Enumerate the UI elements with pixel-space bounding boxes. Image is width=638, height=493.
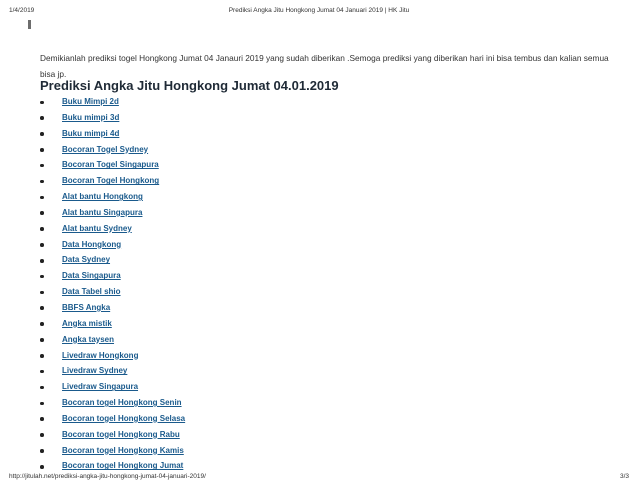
link-list-item xyxy=(40,350,185,366)
link-list-item xyxy=(40,223,185,239)
bullet-icon xyxy=(40,275,44,279)
print-footer xyxy=(9,473,629,485)
related-link[interactable]: Bocoran togel Hongkong Jumat xyxy=(62,461,184,471)
bullet-icon xyxy=(40,196,44,200)
bullet-icon xyxy=(40,433,44,437)
link-list-item xyxy=(40,270,185,286)
print-date: 1/4/2019 xyxy=(9,7,35,14)
link-list-item xyxy=(40,144,185,160)
link-list-item xyxy=(40,175,185,191)
intro-paragraph: Demikianlah prediksi togel Hongkong Jumat 04 Janauri 2019 yang sudah diberikan .Semoga prediksi yang diberikan hari ini bisa tembus dan kalian semua bisa jp. xyxy=(40,53,609,80)
bullet-icon xyxy=(40,354,44,358)
print-header xyxy=(9,7,629,19)
print-page-title: Prediksi Angka Jitu Hongkong Jumat 04 Januari 2019 | HK Jitu xyxy=(228,7,410,14)
link-list-item xyxy=(40,318,185,334)
related-link[interactable]: Bocoran Togel Hongkong xyxy=(62,176,160,186)
bullet-icon xyxy=(40,132,44,136)
bullet-icon xyxy=(40,259,44,263)
bullet-icon xyxy=(40,306,44,310)
related-link[interactable]: Livedraw Singapura xyxy=(62,382,139,392)
link-list-item xyxy=(40,112,185,128)
bullet-icon xyxy=(40,322,44,326)
link-list-item xyxy=(40,397,185,413)
bullet-icon xyxy=(40,449,44,453)
link-list-item xyxy=(40,445,185,461)
related-link[interactable]: BBFS Angka xyxy=(62,302,111,312)
bullet-icon xyxy=(40,370,44,374)
bullet-icon xyxy=(40,465,44,469)
bullet-icon xyxy=(40,291,44,295)
article-heading: Prediksi Angka Jitu Hongkong Jumat 04.01.2019 xyxy=(40,78,339,93)
related-link[interactable]: Data Singapura xyxy=(62,271,121,281)
related-link[interactable]: Bocoran togel Hongkong Senin xyxy=(62,398,182,408)
related-link[interactable]: Buku Mimpi 2d xyxy=(62,97,119,106)
link-list-item xyxy=(40,128,185,144)
bullet-icon xyxy=(40,402,44,406)
bullet-icon xyxy=(40,338,44,342)
link-list-item xyxy=(40,381,185,397)
bullet-icon xyxy=(40,101,44,105)
link-list-item xyxy=(40,302,185,318)
bullet-icon xyxy=(40,243,44,247)
print-url: http://jitulah.net/prediksi-angka-jitu-hongkong-jumat-04-januari-2019/ xyxy=(9,473,206,480)
related-link[interactable]: Buku mimpi 4d xyxy=(62,128,120,138)
related-link[interactable]: Angka mistik xyxy=(62,318,112,328)
bullet-icon xyxy=(40,386,44,390)
related-link[interactable]: Alat bantu Singapura xyxy=(62,207,143,217)
related-link[interactable]: Alat bantu Sydney xyxy=(62,223,132,233)
link-list-item xyxy=(40,286,185,302)
link-list-item xyxy=(40,96,185,112)
related-link[interactable]: Bocoran togel Hongkong Rabu xyxy=(62,429,180,439)
link-list-item xyxy=(40,191,185,207)
related-link[interactable]: Data Tabel shio xyxy=(62,287,121,297)
related-link[interactable]: Livedraw Sydney xyxy=(62,366,128,376)
link-list-item xyxy=(40,334,185,350)
link-list-item xyxy=(40,365,185,381)
related-link[interactable]: Data Hongkong xyxy=(62,239,122,249)
page-number: 3/3 xyxy=(619,473,629,480)
link-list-item xyxy=(40,429,185,445)
bullet-icon xyxy=(40,180,44,184)
bullet-icon xyxy=(40,417,44,421)
link-list-item xyxy=(40,159,185,175)
link-list-item xyxy=(40,207,185,223)
related-link[interactable]: Livedraw Hongkong xyxy=(62,350,139,360)
bullet-icon xyxy=(40,148,44,152)
related-link[interactable]: Data Sydney xyxy=(62,255,111,265)
related-link[interactable]: Bocoran togel Hongkong Selasa xyxy=(62,413,186,423)
bullet-icon xyxy=(40,211,44,215)
bullet-icon xyxy=(40,164,44,168)
link-list-item xyxy=(40,413,185,429)
related-link[interactable]: Bocoran Togel Sydney xyxy=(62,144,149,154)
related-link[interactable]: Angka taysen xyxy=(62,334,115,344)
related-link[interactable]: Bocoran Togel Singapura xyxy=(62,160,159,170)
bullet-icon xyxy=(40,227,44,231)
related-link[interactable]: Bocoran togel Hongkong Kamis xyxy=(62,445,184,455)
scroll-marker xyxy=(28,20,31,29)
related-link[interactable]: Alat bantu Hongkong xyxy=(62,192,143,202)
link-list-item xyxy=(40,239,185,255)
link-list-item xyxy=(40,254,185,270)
bullet-icon xyxy=(40,116,44,120)
related-link[interactable]: Buku mimpi 3d xyxy=(62,112,120,122)
related-links-list xyxy=(40,96,185,476)
